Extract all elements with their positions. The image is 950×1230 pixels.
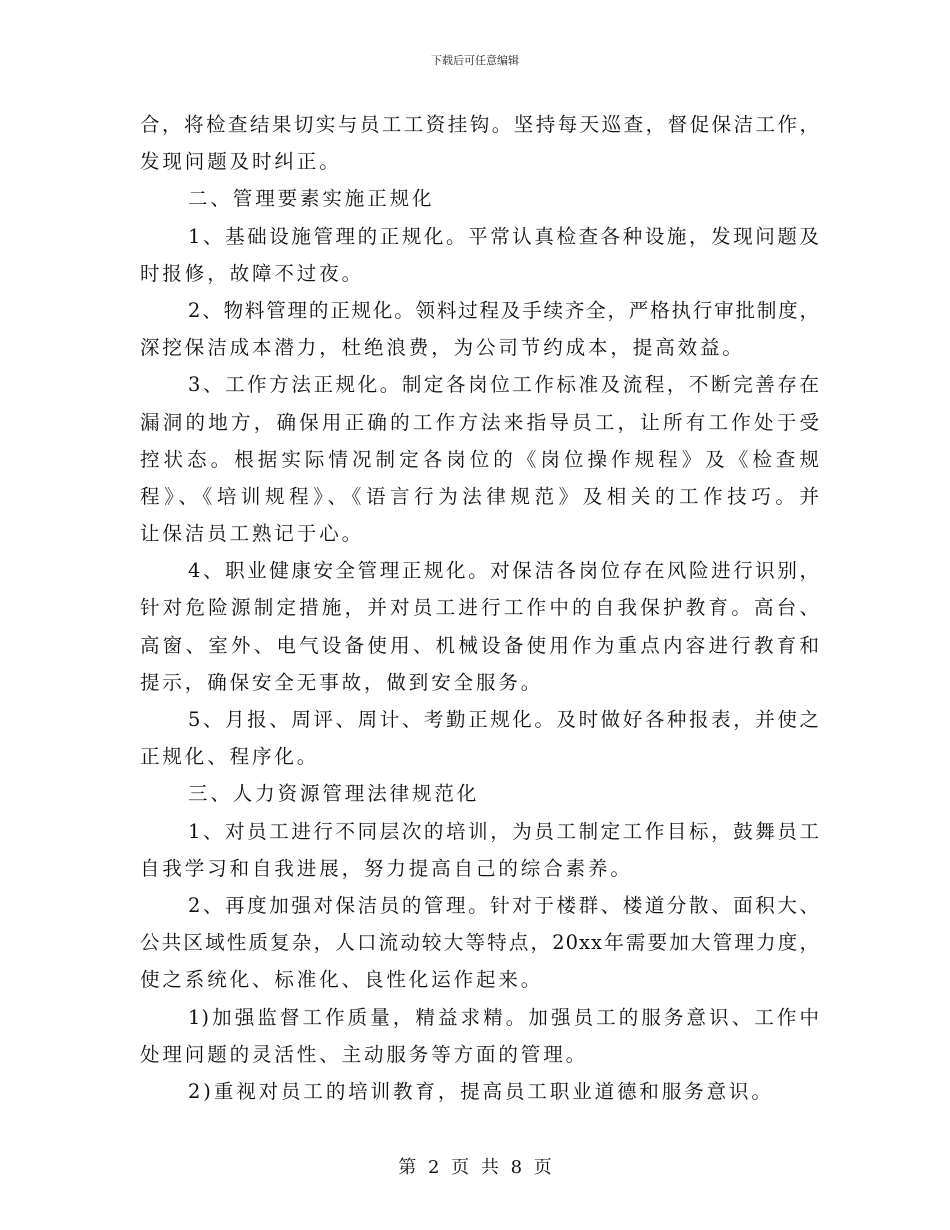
page-header: 下载后可任意编辑 <box>431 54 519 67</box>
text-line: 使之系统化、标准化、良性化运作起来。 <box>140 968 544 992</box>
text-line: 2、物料管理的正规化。领料过程及手续齐全，严格执行审批制度， <box>188 298 820 322</box>
text-line: 针对危险源制定措施，并对员工进行工作中的自我保护教育。高台、 <box>140 596 820 620</box>
text-line: 公共区域性质复杂，人口流动较大等特点，20xx年需要加大管理力度， <box>140 931 820 955</box>
section-heading: 三、人力资源管理法律规范化 <box>188 782 480 806</box>
text-line: 深挖保洁成本潜力，杜绝浪费，为公司节约成本，提高效益。 <box>140 336 745 360</box>
text-line: 1)加强监督工作质量，精益求精。加强员工的服务意识、工作中 <box>188 1005 820 1029</box>
text-line: 合，将检查结果切实与员工工资挂钩。坚持每天巡查，督促保洁工作， <box>140 113 820 136</box>
text-line: 发现问题及时纠正。 <box>140 150 342 174</box>
text-line: 正规化、程序化。 <box>140 745 320 769</box>
text-line: 高窗、室外、电气设备使用、机械设备使用作为重点内容进行教育和 <box>140 633 820 657</box>
text-line: 4、职业健康安全管理正规化。对保洁各岗位存在风险进行识别， <box>188 559 820 583</box>
text-line: 提示，确保安全无事故，做到安全服务。 <box>140 670 544 694</box>
text-line: 2、再度加强对保洁员的管理。针对于楼群、楼道分散、面积大、 <box>188 893 820 917</box>
text-line: 1、对员工进行不同层次的培训，为员工制定工作目标，鼓舞员工 <box>188 819 820 843</box>
text-line: 1、基础设施管理的正规化。平常认真检查各种设施，发现问题及 <box>188 224 820 248</box>
text-line: 2)重视对员工的培训教育，提高员工职业道德和服务意识。 <box>188 1079 774 1103</box>
text-line: 漏洞的地方，确保用正确的工作方法来指导员工，让所有工作处于受 <box>140 410 820 434</box>
page-footer: 第 2 页 共 8 页 <box>398 1157 552 1178</box>
document-body <box>140 106 820 1110</box>
text-line: 处理问题的灵活性、主动服务等方面的管理。 <box>140 1042 589 1066</box>
section-heading: 二、管理要素实施正规化 <box>188 187 435 211</box>
text-line: 让保洁员工熟记于心。 <box>140 522 365 546</box>
text-line: 3、工作方法正规化。制定各岗位工作标准及流程，不断完善存在 <box>188 373 820 397</box>
text-line: 时报修，故障不过夜。 <box>140 261 365 285</box>
text-line: 控状态。根据实际情况制定各岗位的《岗位操作规程》及《检查规 <box>140 447 820 471</box>
text-line: 程》、《培训规程》、《语言行为法律规范》及相关的工作技巧。并 <box>140 484 820 508</box>
text-line: 5、月报、周评、周计、考勤正规化。及时做好各种报表，并使之 <box>188 708 820 731</box>
text-line: 自我学习和自我进展，努力提高自己的综合素养。 <box>140 856 633 880</box>
